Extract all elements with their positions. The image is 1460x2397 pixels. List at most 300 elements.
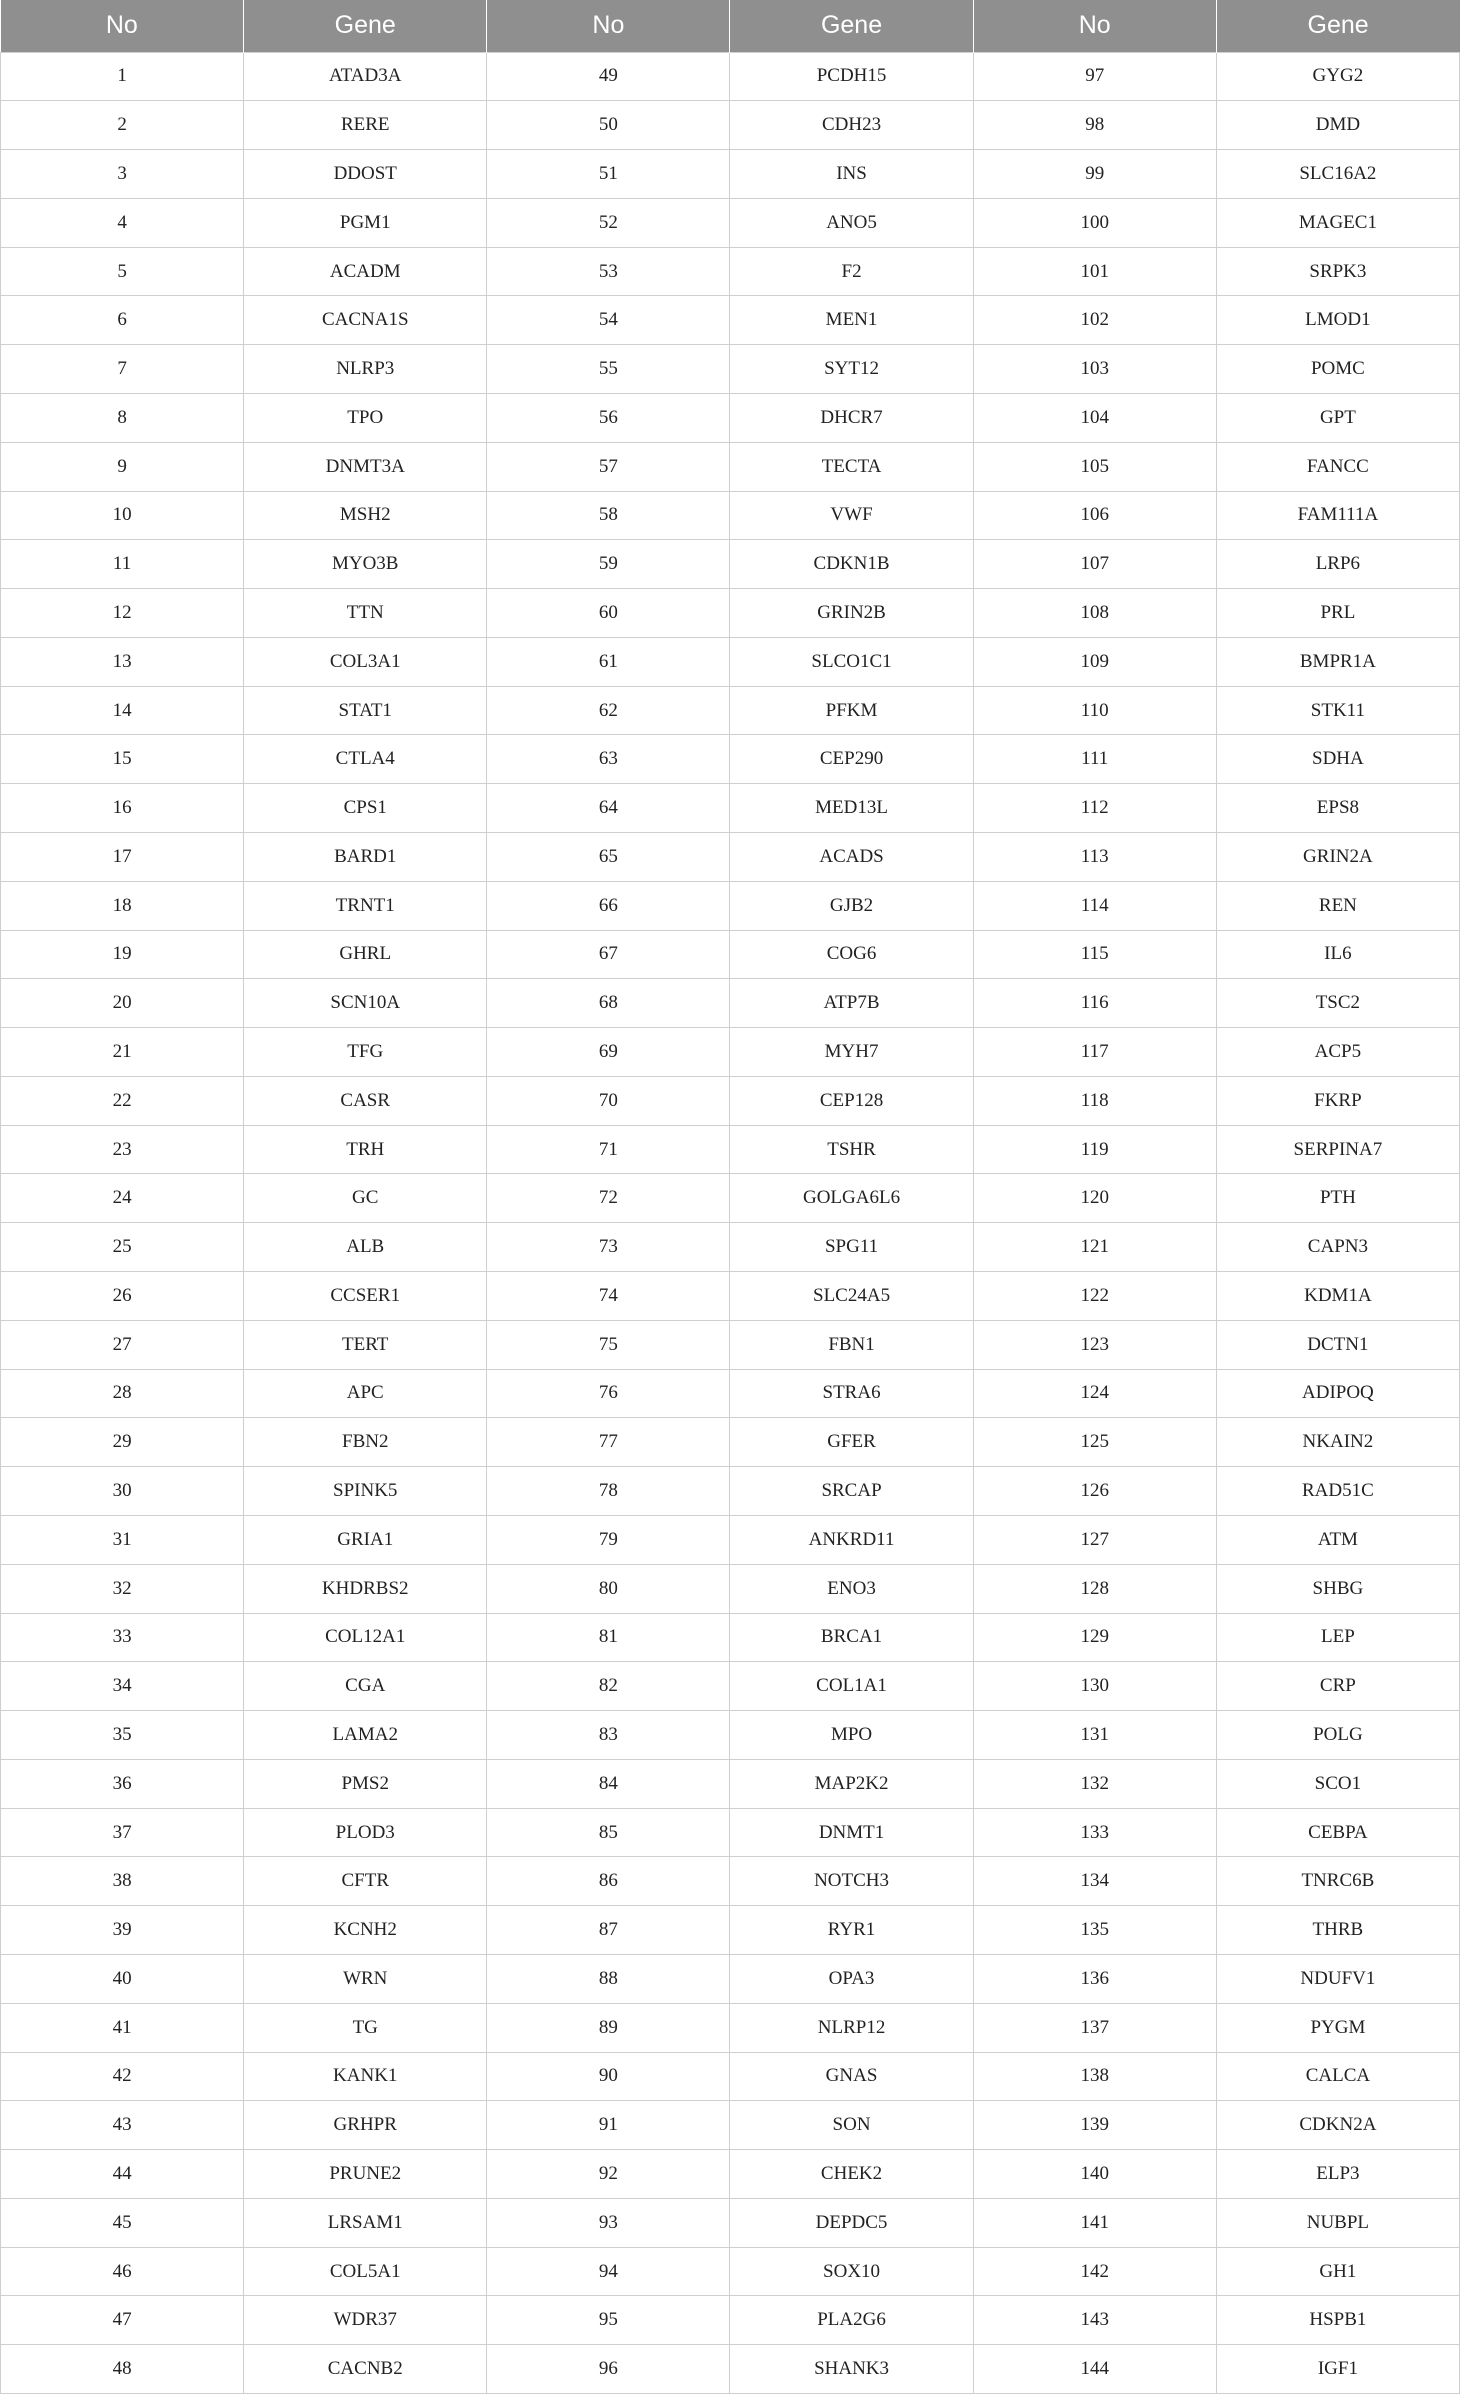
cell-no: 84 [487, 1759, 730, 1808]
cell-no: 124 [973, 1369, 1216, 1418]
cell-gene: FBN2 [244, 1418, 487, 1467]
cell-gene: CASR [244, 1076, 487, 1125]
cell-no: 89 [487, 2003, 730, 2052]
cell-no: 51 [487, 150, 730, 199]
cell-gene: GOLGA6L6 [730, 1174, 973, 1223]
cell-no: 28 [1, 1369, 244, 1418]
table-row [1, 589, 1460, 638]
cell-no: 8 [1, 393, 244, 442]
table-row [1, 1076, 1460, 1125]
cell-gene: DHCR7 [730, 393, 973, 442]
cell-no: 6 [1, 296, 244, 345]
cell-no: 86 [487, 1857, 730, 1906]
cell-no: 12 [1, 589, 244, 638]
cell-no: 103 [973, 345, 1216, 394]
cell-no: 122 [973, 1272, 1216, 1321]
cell-gene: POMC [1216, 345, 1459, 394]
cell-gene: FANCC [1216, 442, 1459, 491]
cell-gene: CGA [244, 1662, 487, 1711]
table-row [1, 1759, 1460, 1808]
cell-gene: SYT12 [730, 345, 973, 394]
cell-gene: KHDRBS2 [244, 1564, 487, 1613]
table-row [1, 247, 1460, 296]
cell-no: 22 [1, 1076, 244, 1125]
cell-gene: IGF1 [1216, 2345, 1459, 2394]
cell-no: 72 [487, 1174, 730, 1223]
cell-no: 87 [487, 1906, 730, 1955]
cell-gene: NLRP12 [730, 2003, 973, 2052]
cell-no: 21 [1, 1028, 244, 1077]
cell-gene: CALCA [1216, 2052, 1459, 2101]
cell-no: 70 [487, 1076, 730, 1125]
cell-no: 77 [487, 1418, 730, 1467]
cell-gene: SLC16A2 [1216, 150, 1459, 199]
cell-gene: LMOD1 [1216, 296, 1459, 345]
cell-gene: PCDH15 [730, 52, 973, 101]
cell-no: 11 [1, 540, 244, 589]
cell-no: 107 [973, 540, 1216, 589]
cell-no: 136 [973, 1954, 1216, 2003]
cell-no: 101 [973, 247, 1216, 296]
table-row [1, 881, 1460, 930]
cell-no: 55 [487, 345, 730, 394]
cell-no: 110 [973, 686, 1216, 735]
cell-gene: CFTR [244, 1857, 487, 1906]
cell-no: 120 [973, 1174, 1216, 1223]
cell-gene: DNMT3A [244, 442, 487, 491]
cell-gene: WRN [244, 1954, 487, 2003]
table-row [1, 1857, 1460, 1906]
cell-gene: SOX10 [730, 2247, 973, 2296]
cell-gene: COL1A1 [730, 1662, 973, 1711]
cell-no: 38 [1, 1857, 244, 1906]
table-row [1, 491, 1460, 540]
cell-gene: GPT [1216, 393, 1459, 442]
table-row [1, 2150, 1460, 2199]
cell-no: 33 [1, 1613, 244, 1662]
cell-no: 15 [1, 735, 244, 784]
cell-gene: SPG11 [730, 1223, 973, 1272]
cell-no: 16 [1, 784, 244, 833]
cell-no: 135 [973, 1906, 1216, 1955]
cell-no: 141 [973, 2198, 1216, 2247]
cell-no: 129 [973, 1613, 1216, 1662]
cell-gene: COG6 [730, 930, 973, 979]
table-row [1, 637, 1460, 686]
cell-no: 45 [1, 2198, 244, 2247]
cell-gene: BRCA1 [730, 1613, 973, 1662]
cell-no: 57 [487, 442, 730, 491]
cell-no: 56 [487, 393, 730, 442]
cell-gene: CCSER1 [244, 1272, 487, 1321]
cell-no: 35 [1, 1711, 244, 1760]
cell-no: 10 [1, 491, 244, 540]
cell-gene: TERT [244, 1320, 487, 1369]
table-row [1, 2345, 1460, 2394]
cell-no: 119 [973, 1125, 1216, 1174]
cell-gene: NDUFV1 [1216, 1954, 1459, 2003]
cell-gene: GRIA1 [244, 1515, 487, 1564]
cell-no: 130 [973, 1662, 1216, 1711]
table-row [1, 150, 1460, 199]
cell-no: 92 [487, 2150, 730, 2199]
cell-no: 91 [487, 2101, 730, 2150]
cell-no: 53 [487, 247, 730, 296]
cell-gene: PGM1 [244, 198, 487, 247]
cell-no: 30 [1, 1467, 244, 1516]
table-header-row [1, 0, 1460, 52]
cell-gene: GRIN2B [730, 589, 973, 638]
cell-no: 50 [487, 101, 730, 150]
cell-gene: ELP3 [1216, 2150, 1459, 2199]
table-row [1, 1711, 1460, 1760]
cell-gene: DDOST [244, 150, 487, 199]
cell-no: 41 [1, 2003, 244, 2052]
cell-gene: EPS8 [1216, 784, 1459, 833]
cell-gene: TPO [244, 393, 487, 442]
cell-gene: PRL [1216, 589, 1459, 638]
cell-no: 139 [973, 2101, 1216, 2150]
cell-no: 63 [487, 735, 730, 784]
cell-gene: SERPINA7 [1216, 1125, 1459, 1174]
table-row [1, 1028, 1460, 1077]
cell-no: 13 [1, 637, 244, 686]
cell-no: 108 [973, 589, 1216, 638]
cell-gene: MYO3B [244, 540, 487, 589]
cell-gene: DEPDC5 [730, 2198, 973, 2247]
cell-gene: GJB2 [730, 881, 973, 930]
cell-no: 113 [973, 833, 1216, 882]
cell-gene: ATP7B [730, 979, 973, 1028]
cell-no: 68 [487, 979, 730, 1028]
cell-gene: BMPR1A [1216, 637, 1459, 686]
cell-gene: ANO5 [730, 198, 973, 247]
cell-no: 73 [487, 1223, 730, 1272]
cell-gene: TNRC6B [1216, 1857, 1459, 1906]
table-row [1, 345, 1460, 394]
cell-no: 137 [973, 2003, 1216, 2052]
cell-gene: STRA6 [730, 1369, 973, 1418]
cell-gene: LRP6 [1216, 540, 1459, 589]
cell-no: 131 [973, 1711, 1216, 1760]
cell-gene: CACNA1S [244, 296, 487, 345]
cell-gene: TTN [244, 589, 487, 638]
cell-gene: ATM [1216, 1515, 1459, 1564]
cell-gene: GFER [730, 1418, 973, 1467]
cell-no: 36 [1, 1759, 244, 1808]
cell-no: 118 [973, 1076, 1216, 1125]
cell-gene: ALB [244, 1223, 487, 1272]
cell-gene: RAD51C [1216, 1467, 1459, 1516]
cell-gene: SON [730, 2101, 973, 2150]
cell-gene: TRNT1 [244, 881, 487, 930]
cell-no: 18 [1, 881, 244, 930]
cell-no: 132 [973, 1759, 1216, 1808]
cell-gene: KCNH2 [244, 1906, 487, 1955]
cell-gene: INS [730, 150, 973, 199]
cell-no: 43 [1, 2101, 244, 2150]
table-row [1, 2101, 1460, 2150]
table-row [1, 2198, 1460, 2247]
cell-no: 65 [487, 833, 730, 882]
cell-no: 31 [1, 1515, 244, 1564]
cell-gene: GH1 [1216, 2247, 1459, 2296]
cell-gene: COL12A1 [244, 1613, 487, 1662]
table-row [1, 1369, 1460, 1418]
cell-gene: CACNB2 [244, 2345, 487, 2394]
cell-no: 69 [487, 1028, 730, 1077]
cell-no: 83 [487, 1711, 730, 1760]
cell-no: 138 [973, 2052, 1216, 2101]
cell-gene: SHANK3 [730, 2345, 973, 2394]
cell-no: 60 [487, 589, 730, 638]
cell-gene: ANKRD11 [730, 1515, 973, 1564]
cell-gene: SRCAP [730, 1467, 973, 1516]
cell-no: 47 [1, 2296, 244, 2345]
cell-no: 144 [973, 2345, 1216, 2394]
cell-no: 32 [1, 1564, 244, 1613]
cell-gene: GRIN2A [1216, 833, 1459, 882]
table-row [1, 2052, 1460, 2101]
cell-gene: FBN1 [730, 1320, 973, 1369]
cell-gene: STAT1 [244, 686, 487, 735]
cell-gene: ENO3 [730, 1564, 973, 1613]
cell-gene: VWF [730, 491, 973, 540]
cell-no: 71 [487, 1125, 730, 1174]
cell-no: 52 [487, 198, 730, 247]
cell-gene: PLA2G6 [730, 2296, 973, 2345]
cell-gene: LAMA2 [244, 1711, 487, 1760]
cell-gene: SRPK3 [1216, 247, 1459, 296]
cell-gene: TG [244, 2003, 487, 2052]
cell-no: 102 [973, 296, 1216, 345]
cell-gene: REN [1216, 881, 1459, 930]
table-row [1, 1515, 1460, 1564]
cell-gene: PTH [1216, 1174, 1459, 1223]
cell-no: 49 [487, 52, 730, 101]
cell-no: 133 [973, 1808, 1216, 1857]
cell-no: 82 [487, 1662, 730, 1711]
cell-no: 25 [1, 1223, 244, 1272]
cell-no: 97 [973, 52, 1216, 101]
cell-no: 78 [487, 1467, 730, 1516]
cell-gene: MEN1 [730, 296, 973, 345]
cell-gene: TECTA [730, 442, 973, 491]
cell-no: 20 [1, 979, 244, 1028]
cell-no: 88 [487, 1954, 730, 2003]
cell-no: 80 [487, 1564, 730, 1613]
header-gene-2: Gene [730, 0, 973, 52]
cell-gene: GRHPR [244, 2101, 487, 2150]
cell-no: 5 [1, 247, 244, 296]
cell-gene: CHEK2 [730, 2150, 973, 2199]
cell-gene: OPA3 [730, 1954, 973, 2003]
cell-no: 104 [973, 393, 1216, 442]
cell-gene: RERE [244, 101, 487, 150]
cell-no: 7 [1, 345, 244, 394]
cell-no: 140 [973, 2150, 1216, 2199]
cell-gene: IL6 [1216, 930, 1459, 979]
cell-no: 23 [1, 1125, 244, 1174]
cell-gene: MED13L [730, 784, 973, 833]
cell-gene: CEP290 [730, 735, 973, 784]
cell-no: 106 [973, 491, 1216, 540]
cell-gene: NKAIN2 [1216, 1418, 1459, 1467]
cell-gene: SCN10A [244, 979, 487, 1028]
cell-no: 93 [487, 2198, 730, 2247]
cell-gene: PLOD3 [244, 1808, 487, 1857]
cell-gene: ACADM [244, 247, 487, 296]
table-row [1, 1564, 1460, 1613]
cell-no: 34 [1, 1662, 244, 1711]
cell-gene: KDM1A [1216, 1272, 1459, 1321]
table-row [1, 1125, 1460, 1174]
cell-no: 95 [487, 2296, 730, 2345]
cell-no: 115 [973, 930, 1216, 979]
cell-gene: CPS1 [244, 784, 487, 833]
cell-no: 3 [1, 150, 244, 199]
table-row [1, 1467, 1460, 1516]
cell-no: 74 [487, 1272, 730, 1321]
table-row [1, 1272, 1460, 1321]
cell-no: 64 [487, 784, 730, 833]
cell-gene: CDKN2A [1216, 2101, 1459, 2150]
cell-no: 19 [1, 930, 244, 979]
cell-gene: TSC2 [1216, 979, 1459, 1028]
table-row [1, 784, 1460, 833]
table-row [1, 1662, 1460, 1711]
cell-gene: SDHA [1216, 735, 1459, 784]
cell-gene: TFG [244, 1028, 487, 1077]
cell-no: 66 [487, 881, 730, 930]
table-row [1, 686, 1460, 735]
cell-gene: POLG [1216, 1711, 1459, 1760]
table-body [1, 52, 1460, 2394]
cell-no: 27 [1, 1320, 244, 1369]
table-row [1, 930, 1460, 979]
cell-gene: PFKM [730, 686, 973, 735]
header-gene-1: Gene [244, 0, 487, 52]
cell-no: 14 [1, 686, 244, 735]
cell-no: 39 [1, 1906, 244, 1955]
table-row [1, 2247, 1460, 2296]
cell-gene: RYR1 [730, 1906, 973, 1955]
table-row [1, 1174, 1460, 1223]
cell-gene: DMD [1216, 101, 1459, 150]
cell-no: 143 [973, 2296, 1216, 2345]
cell-no: 46 [1, 2247, 244, 2296]
cell-no: 111 [973, 735, 1216, 784]
cell-gene: CDH23 [730, 101, 973, 150]
cell-gene: NUBPL [1216, 2198, 1459, 2247]
cell-gene: CRP [1216, 1662, 1459, 1711]
cell-no: 100 [973, 198, 1216, 247]
table-row [1, 540, 1460, 589]
cell-gene: SHBG [1216, 1564, 1459, 1613]
cell-gene: HSPB1 [1216, 2296, 1459, 2345]
cell-no: 58 [487, 491, 730, 540]
cell-gene: ATAD3A [244, 52, 487, 101]
cell-gene: DNMT1 [730, 1808, 973, 1857]
table-row [1, 52, 1460, 101]
cell-no: 127 [973, 1515, 1216, 1564]
cell-gene: FKRP [1216, 1076, 1459, 1125]
table-row [1, 1613, 1460, 1662]
cell-gene: GHRL [244, 930, 487, 979]
header-gene-3: Gene [1216, 0, 1459, 52]
cell-gene: SCO1 [1216, 1759, 1459, 1808]
cell-no: 117 [973, 1028, 1216, 1077]
cell-gene: PMS2 [244, 1759, 487, 1808]
cell-gene: THRB [1216, 1906, 1459, 1955]
cell-gene: MAP2K2 [730, 1759, 973, 1808]
table-row [1, 296, 1460, 345]
table-row [1, 1808, 1460, 1857]
cell-no: 125 [973, 1418, 1216, 1467]
cell-gene: ADIPOQ [1216, 1369, 1459, 1418]
cell-no: 98 [973, 101, 1216, 150]
cell-no: 62 [487, 686, 730, 735]
table-row [1, 735, 1460, 784]
header-no-1: No [1, 0, 244, 52]
table-row [1, 393, 1460, 442]
table-row [1, 833, 1460, 882]
cell-no: 90 [487, 2052, 730, 2101]
cell-gene: F2 [730, 247, 973, 296]
cell-no: 96 [487, 2345, 730, 2394]
cell-gene: ACP5 [1216, 1028, 1459, 1077]
cell-no: 61 [487, 637, 730, 686]
cell-gene: TRH [244, 1125, 487, 1174]
table-row [1, 1223, 1460, 1272]
table-row [1, 1418, 1460, 1467]
cell-no: 114 [973, 881, 1216, 930]
cell-no: 81 [487, 1613, 730, 1662]
table-row [1, 1954, 1460, 2003]
table-row [1, 101, 1460, 150]
cell-no: 59 [487, 540, 730, 589]
cell-no: 37 [1, 1808, 244, 1857]
cell-no: 1 [1, 52, 244, 101]
table-row [1, 979, 1460, 1028]
cell-no: 109 [973, 637, 1216, 686]
cell-no: 44 [1, 2150, 244, 2199]
table-row [1, 442, 1460, 491]
cell-no: 42 [1, 2052, 244, 2101]
cell-gene: FAM111A [1216, 491, 1459, 540]
cell-gene: SLCO1C1 [730, 637, 973, 686]
cell-no: 79 [487, 1515, 730, 1564]
cell-no: 9 [1, 442, 244, 491]
cell-no: 26 [1, 1272, 244, 1321]
cell-no: 123 [973, 1320, 1216, 1369]
cell-no: 121 [973, 1223, 1216, 1272]
cell-no: 29 [1, 1418, 244, 1467]
cell-gene: GC [244, 1174, 487, 1223]
cell-gene: ACADS [730, 833, 973, 882]
cell-gene: LEP [1216, 1613, 1459, 1662]
cell-gene: WDR37 [244, 2296, 487, 2345]
cell-gene: GNAS [730, 2052, 973, 2101]
cell-gene: TSHR [730, 1125, 973, 1174]
cell-gene: GYG2 [1216, 52, 1459, 101]
header-no-3: No [973, 0, 1216, 52]
cell-gene: SLC24A5 [730, 1272, 973, 1321]
cell-gene: CEP128 [730, 1076, 973, 1125]
cell-no: 99 [973, 150, 1216, 199]
cell-no: 126 [973, 1467, 1216, 1516]
cell-gene: CAPN3 [1216, 1223, 1459, 1272]
